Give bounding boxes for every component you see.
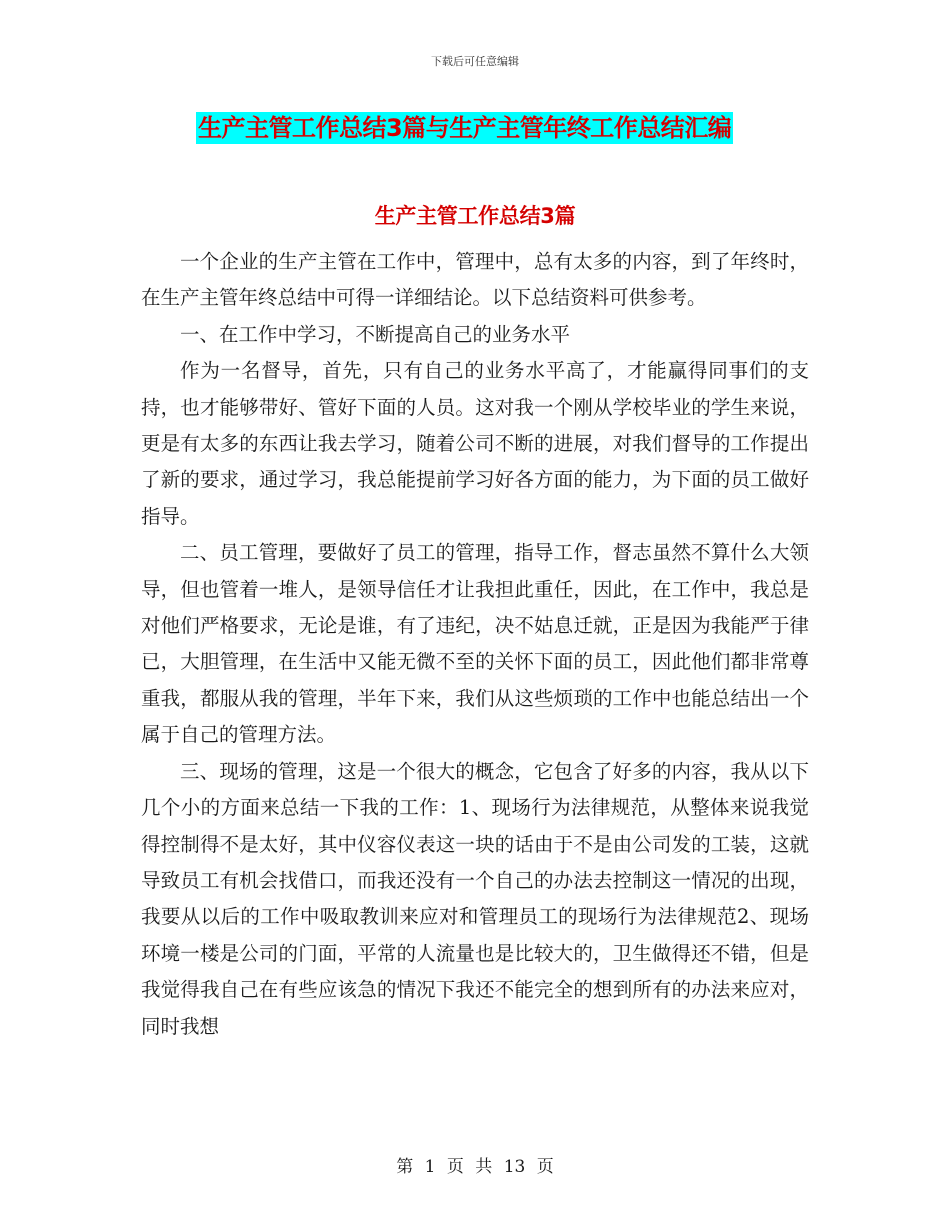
document-sub-title: 生产主管工作总结3篇	[374, 204, 576, 228]
paragraph-section-1: 作为一名督导，首先，只有自己的业务水平高了，才能赢得同事们的支持，也才能够带好、管好下面的人员。这对我一个刚从学校毕业的学生来说，更是有太多的东西让我去学习，随着公司不断的进展，对我们督导的工作提出了新的要求，通过学习，我总能提前学习好各方面的能力，为下面的员工做好指导。	[141, 359, 809, 528]
header-note: 下载后可任意编辑	[431, 55, 519, 68]
page-number-footer: 第 1 页 共 13 页	[396, 1157, 554, 1177]
paragraph-section-2: 二、员工管理，要做好了员工的管理，指导工作，督志虽然不算什么大领导，但也管着一堆人，是领导信任才让我担此重任，因此，在工作中，我总是对他们严格要求，无论是谁，有了违纪，决不姑息迁就，正是因为我能严于律已，大胆管理，在生活中又能无微不至的关怀下面的员工，因此他们都非常尊重我，都服从我的管理，半年下来，我们从这些烦琐的工作中也能总结出一个属于自己的管理方法。	[141, 541, 809, 747]
document-main-title: 生产主管工作总结3篇与生产主管年终工作总结汇编	[198, 114, 732, 142]
document-body	[141, 244, 809, 1045]
paragraph-section-heading-1: 一、在工作中学习，不断提高自己的业务水平	[180, 322, 571, 346]
paragraph-intro: 一个企业的生产主管在工作中，管理中，总有太多的内容，到了年终时，在生产主管年终总结中可得一详细结论。以下总结资料可供参考。	[141, 250, 809, 310]
paragraph-section-3: 三、现场的管理，这是一个很大的概念，它包含了好多的内容，我从以下几个小的方面来总结一下我的工作：1、现场行为法律规范，从整体来说我觉得控制得不是太好，其中仪容仪表这一块的话由于不是由公司发的工装，这就导致员工有机会找借口，而我还没有一个自己的办法去控制这一情况的出现，我要从以后的工作中吸取教训来应对和管理员工的现场行为法律规范2、现场环境一楼是公司的门面，平常的人流量也是比较大的，卫生做得还不错，但是我觉得我自己在有些应该急的情况下我还不能完全的想到所有的办法来应对，同时我想	[141, 759, 809, 1038]
